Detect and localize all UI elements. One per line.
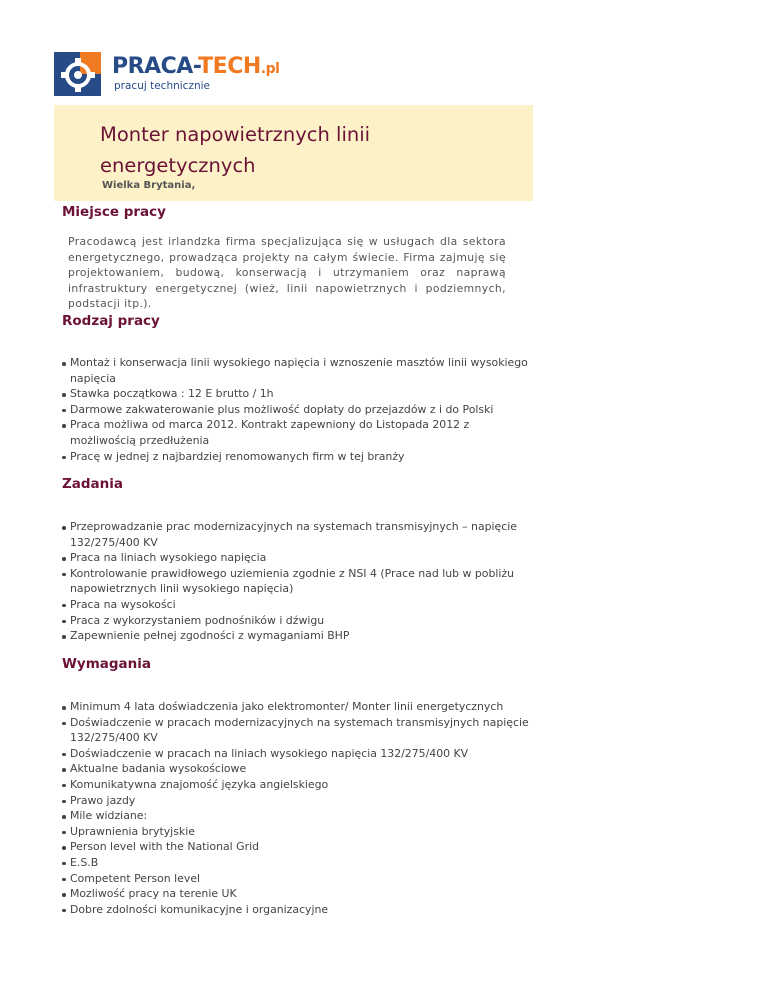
work-type-list [62, 355, 532, 464]
list-item: Kontrolowanie prawidłowego uziemienia zgodnie z NSI 4 (Prace nad lub w pobliżu napowietrznych linii wysokiego napięcia) [62, 566, 532, 597]
list-item: Aktualne badania wysokościowe [62, 761, 532, 777]
list-item: Competent Person level [62, 871, 532, 887]
section-title-requirements: Wymagania [62, 656, 151, 672]
logo-name-part1: PRACA- [112, 54, 199, 79]
list-item: Praca na liniach wysokiego napięcia [62, 550, 532, 566]
list-item: Zapewnienie pełnej zgodności z wymaganiami BHP [62, 628, 532, 644]
requirements-list [62, 699, 532, 917]
logo-wordmark [112, 53, 279, 83]
list-item: Minimum 4 lata doświadczenia jako elektromonter/ Monter linii energetycznych [62, 699, 532, 715]
logo-tagline: pracuj technicznie [114, 80, 210, 92]
job-location: Wielka Brytania, [102, 180, 196, 191]
list-item: Mozliwość pracy na terenie UK [62, 886, 532, 902]
list-item: Doświadczenie w pracach modernizacyjnych na systemach transmisyjnych napięcie 132/275/400 KV [62, 715, 532, 746]
list-item: Montaż i konserwacja linii wysokiego napięcia i wznoszenie masztów linii wysokiego napięcia [62, 355, 532, 386]
tasks-list [62, 519, 532, 644]
list-item: E.S.B [62, 855, 532, 871]
workplace-description: Pracodawcą jest irlandzka firma specjalizująca się w usługach dla sektora energetycznego, prowadząca projekty na całym świecie. Firma zajmuję się projektowaniem, budową, konserwacją i utrzymaniem oraz naprawą infrastruktury energetycznej (wież, linii napowietrznych i podziemnych, podstacji itp.). [68, 235, 506, 310]
list-item: Uprawnienia brytyjskie [62, 824, 532, 840]
logo-name-tld: .pl [260, 61, 280, 77]
section-title-workplace: Miejsce pracy [62, 204, 166, 220]
list-item: Praca na wysokości [62, 597, 532, 613]
list-item: Person level with the National Grid [62, 839, 532, 855]
job-header [54, 105, 533, 201]
list-item: Dobre zdolności komunikacyjne i organizacyjne [62, 902, 532, 918]
list-item: Doświadczenie w pracach na liniach wysokiego napięcia 132/275/400 KV [62, 746, 532, 762]
logo[interactable] [54, 52, 294, 96]
list-item: Praca z wykorzystaniem podnośników i dźwigu [62, 613, 532, 629]
list-item: Pracę w jednej z najbardziej renomowanych firm w tej branży [62, 449, 532, 465]
list-item: Prawo jazdy [62, 793, 532, 809]
list-item: Stawka początkowa : 12 E brutto / 1h [62, 386, 532, 402]
logo-name-part2: TECH [198, 54, 261, 79]
list-item: Praca możliwa od marca 2012. Kontrakt zapewniony do Listopada 2012 z możliwością przedłużenia [62, 417, 532, 448]
gear-logo-icon [54, 52, 101, 96]
section-title-work-type: Rodzaj pracy [62, 313, 160, 329]
list-item: Mile widziane: [62, 808, 532, 824]
list-item: Komunikatywna znajomość języka angielskiego [62, 777, 532, 793]
section-title-tasks: Zadania [62, 476, 124, 492]
job-title: Monter napowietrznych linii energetycznych [100, 123, 371, 177]
list-item: Przeprowadzanie prac modernizacyjnych na systemach transmisyjnych – napięcie 132/275/400 KV [62, 519, 532, 550]
list-item: Darmowe zakwaterowanie plus możliwość dopłaty do przejazdów z i do Polski [62, 402, 532, 418]
